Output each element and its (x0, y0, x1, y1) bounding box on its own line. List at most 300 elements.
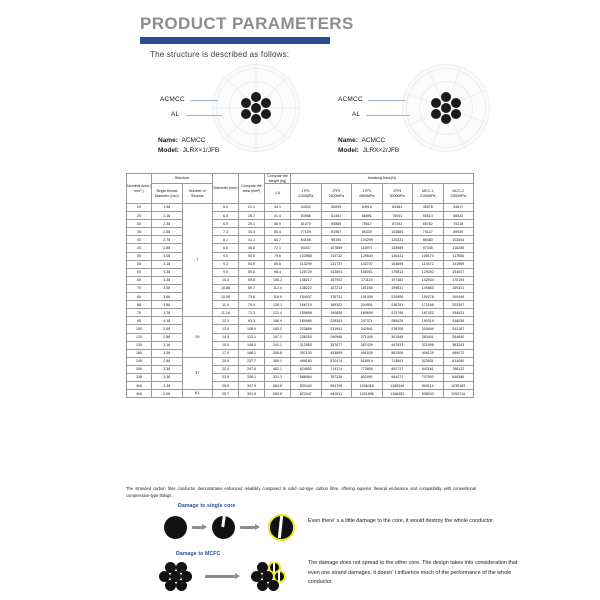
table-head (127, 174, 474, 204)
cell-single-thread-diameter: 3.38 (152, 382, 183, 390)
cell-breaking-force-2: 167213 (321, 284, 352, 292)
page-title: PRODUCT PARAMETERS (140, 14, 354, 33)
col-group-breaking-force: breaking force(N) (291, 174, 474, 184)
cell-nominal-area: 20 (127, 204, 152, 212)
col-diameter: Diameter (mm) (213, 174, 239, 204)
cell-breaking-force-2: 96190 (321, 236, 352, 244)
cell-diameter: 6.9 (213, 220, 239, 228)
force-col-strength: 2800MPa (359, 193, 375, 198)
table-row (127, 325, 474, 333)
cell-nominal-area: 300 (127, 365, 152, 373)
illustration-text-2: The damage does not spread to the other core. The design takes into consideration that even one strand damages, it doesn’ t influence much of the performance of the whole conductor. (308, 560, 518, 585)
table-row (127, 293, 474, 301)
col-group-structure: Structure (152, 174, 213, 184)
cell-compute-weight: 482.1 (265, 365, 291, 373)
cell-breaking-force-2: 61361 (321, 212, 352, 220)
force-col-name: JTP2 (332, 189, 341, 194)
strand-dot (165, 580, 176, 591)
cell-breaking-force-4: 1168453 (382, 390, 413, 398)
cell-compute-area: 69.8 (239, 276, 265, 284)
cell-compute-area: 397.9 (239, 382, 265, 390)
cell-breaking-force-4: 223795 (382, 309, 413, 317)
cell-breaking-force-3: 618914 (352, 357, 383, 365)
cell-breaking-force-1: 138217 (291, 276, 322, 284)
cell-diameter: 25.7 (213, 390, 239, 398)
cell-breaking-force-5: 167422 (413, 309, 444, 317)
page-header (0, 0, 600, 58)
cell-compute-area: 108.9 (239, 325, 265, 333)
cell-breaking-force-3: 773808 (352, 365, 383, 373)
cell-breaking-force-3: 89339 (352, 228, 383, 236)
cell-compute-weight: 41.4 (265, 212, 291, 220)
cell-breaking-force-6: 66532 (443, 212, 474, 220)
cell-breaking-force-5: 55514 (413, 212, 444, 220)
strand-dot (251, 92, 261, 102)
cell-breaking-force-2: 69869 (321, 220, 352, 228)
strand-dot (176, 580, 187, 591)
cell-compute-weight: 684.8 (265, 382, 291, 390)
cell-breaking-force-2: 110732 (321, 252, 352, 260)
cell-compute-weight: 79.6 (265, 252, 291, 260)
cell-breaking-force-2: 131737 (321, 260, 352, 268)
col-compute-weight-value: 1.6 (265, 184, 291, 204)
model-value: JLRX×1/JFB (182, 147, 220, 154)
cell-single-thread-diameter: 3.66 (152, 293, 183, 301)
cell-compute-area: 50.5 (239, 252, 265, 260)
cell-diameter: 11.18 (213, 309, 239, 317)
cell-diameter: 22.4 (213, 365, 239, 373)
cell-breaking-force-1: 189989 (291, 317, 322, 325)
cell-nominal-area: 30 (127, 220, 152, 228)
cell-breaking-force-5: 159278 (413, 293, 444, 301)
cell-diameter: 8.1 (213, 236, 239, 244)
cell-single-thread-diameter: 3.38 (152, 373, 183, 381)
table-row (127, 268, 474, 276)
cell-breaking-force-3: 1021896 (352, 390, 383, 398)
cell-breaking-force-4: 76911 (382, 212, 413, 220)
cell-diameter: 6.5 (213, 212, 239, 220)
illustration-text-1: Even there’ s a little damage to the core, it would destroy the whole conductor. (308, 518, 495, 524)
section-subtitle: The structure is described as follows: (150, 50, 290, 59)
cell-breaking-force-2: 50699 (321, 204, 352, 212)
cell-breaking-force-4: 134989 (382, 244, 413, 252)
cell-compute-area: 297.6 (239, 365, 265, 373)
model-value: JLRX×2/JFB (362, 147, 400, 154)
strand-dot (241, 109, 251, 119)
cell-breaking-force-5: 119472 (413, 260, 444, 268)
cell-compute-area: 34.4 (239, 228, 265, 236)
cell-nominal-area: 88 (127, 301, 152, 309)
table-row (127, 390, 474, 398)
cell-number-of-strands: 37 (182, 357, 213, 389)
illustration-caption-1: Damage to single core (178, 503, 236, 509)
cell-breaking-force-6: 248039 (443, 317, 474, 325)
table-body (127, 204, 474, 398)
callout-label-acmcc: ACMCC (160, 96, 185, 103)
col-force-jtp1 (291, 184, 322, 204)
model-key: Model: (158, 147, 179, 154)
strand-dot (441, 103, 451, 113)
cell-diameter: 7.3 (213, 228, 239, 236)
cell-compute-weight: 168.9 (265, 317, 291, 325)
strand-dot (241, 98, 251, 108)
cell-compute-area: 148.0 (239, 341, 265, 349)
strand-dot (261, 98, 271, 108)
cell-breaking-force-3: 1036416 (352, 382, 383, 390)
callout-label-acmcc: ACMCC (338, 96, 363, 103)
cell-compute-weight: 308.8 (265, 349, 291, 357)
cell-single-thread-diameter: 3.16 (152, 341, 183, 349)
cell-breaking-force-2: 107859 (321, 244, 352, 252)
cell-breaking-force-1: 84166 (291, 236, 322, 244)
cell-breaking-force-1: 159898 (291, 309, 322, 317)
cell-breaking-force-6: 170194 (443, 276, 474, 284)
cell-diameter: 12.3 (213, 317, 239, 325)
cell-breaking-force-4: 447833 (382, 341, 413, 349)
table-row (127, 212, 474, 220)
cell-compute-area: 45.8 (239, 244, 265, 252)
cell-nominal-area: 40 (127, 236, 152, 244)
cell-breaking-force-1: 688964 (291, 373, 322, 381)
cell-compute-weight: 197.1 (265, 333, 291, 341)
cell-breaking-force-4: 301549 (382, 333, 413, 341)
cell-diameter: 25.9 (213, 382, 239, 390)
cell-diameter: 10.4 (213, 276, 239, 284)
strand-dot (451, 109, 461, 119)
cell-breaking-force-5: 190319 (413, 317, 444, 325)
cell-breaking-force-5: 74137 (413, 228, 444, 236)
cell-breaking-force-1: 822047 (291, 390, 322, 398)
cell-breaking-force-1: 113299 (291, 260, 322, 268)
cell-breaking-force-2: 714174 (321, 365, 352, 373)
cell-breaking-force-4: 120331 (382, 236, 413, 244)
cell-breaking-force-2: 157902 (321, 276, 352, 284)
cell-breaking-force-3: 852991 (352, 373, 383, 381)
strand-dot (261, 109, 271, 119)
table-header-row-2 (127, 184, 474, 204)
cell-single-thread-diameter: 2.78 (152, 236, 183, 244)
table-row (127, 276, 474, 284)
table-row (127, 309, 474, 317)
cell-breaking-force-6: 118285 (443, 244, 474, 252)
table-header-row-1 (127, 174, 474, 184)
structure-diagram-2 (330, 62, 560, 170)
callout-leader-line (368, 100, 406, 101)
single-core-intact (164, 516, 187, 539)
cable-cross-section-wheel (212, 64, 300, 152)
cell-compute-weight: 34.1 (265, 204, 291, 212)
cell-breaking-force-2: 453895 (321, 349, 352, 357)
col-single-thread-diameter: Single thread Diameter (mm) (152, 184, 183, 204)
cell-compute-area: 73.6 (239, 293, 265, 301)
cell-breaking-force-1: 833440 (291, 382, 322, 390)
cell-breaking-force-1: 154937 (291, 293, 322, 301)
cell-breaking-force-5: 171168 (413, 301, 444, 309)
cell-nominal-area: 55 (127, 260, 152, 268)
cell-nominal-area: 25 (127, 212, 152, 220)
cell-nominal-area: 338 (127, 373, 152, 381)
cell-nominal-area: 130 (127, 341, 152, 349)
cell-breaking-force-4: 87292 (382, 220, 413, 228)
cell-diameter: 15.0 (213, 341, 239, 349)
cell-compute-weight: 128.1 (265, 301, 291, 309)
cell-compute-weight: 112.4 (265, 284, 291, 292)
cell-single-thread-diameter: 2.88 (152, 357, 183, 365)
cell-nominal-area: 65 (127, 276, 152, 284)
cell-breaking-force-1: 125729 (291, 268, 322, 276)
cell-breaking-force-3: 204901 (352, 301, 383, 309)
cell-compute-weight: 389.1 (265, 357, 291, 365)
name-key: Name: (158, 137, 178, 144)
table-row (127, 228, 474, 236)
cell-breaking-force-6: 154037 (443, 268, 474, 276)
cell-breaking-force-3: 129844 (352, 252, 383, 260)
cell-breaking-force-1: 223859 (291, 325, 322, 333)
cell-breaking-force-2: 787336 (321, 373, 352, 381)
cell-breaking-force-3: 66891 (352, 212, 383, 220)
cell-breaking-force-1: 53966 (291, 212, 322, 220)
crack-mark (278, 570, 280, 582)
cell-number-of-strands: 61 (182, 390, 213, 398)
cell-breaking-force-6: 614090 (443, 357, 474, 365)
conductor-strand-cluster (240, 92, 272, 124)
cell-diameter: 17.0 (213, 349, 239, 357)
name-value: ACMCC (181, 137, 206, 144)
cell-breaking-force-1: 148222 (291, 284, 322, 292)
cell-compute-area: 21.1 (239, 204, 265, 212)
cell-compute-weight: 118.9 (265, 293, 291, 301)
cell-compute-weight: 241.1 (265, 341, 291, 349)
force-col-name: MCC-1 (422, 189, 434, 194)
strand-dot (431, 109, 441, 119)
title-underline-bar (140, 37, 330, 44)
strand-dot (431, 98, 441, 108)
cable-cross-section-wheel (402, 64, 490, 152)
cell-nominal-area: 80 (127, 293, 152, 301)
col-force-jtp2 (321, 184, 352, 204)
force-col-strength: 3000MPa (389, 193, 405, 198)
table-row (127, 357, 474, 365)
cell-compute-area: 59.8 (239, 268, 265, 276)
cell-compute-weight: 655.8 (265, 390, 291, 398)
force-col-name: JTP4 (393, 189, 402, 194)
cell-breaking-force-5: 203949 (413, 325, 444, 333)
cell-breaking-force-6: 141969 (443, 260, 474, 268)
cell-single-thread-diameter: 2.66 (152, 390, 183, 398)
cell-breaking-force-6: 1000716 (443, 390, 474, 398)
cell-breaking-force-2: 81967 (321, 228, 352, 236)
table-row (127, 284, 474, 292)
cell-breaking-force-3: 185699 (352, 309, 383, 317)
cell-breaking-force-3: 155001 (352, 268, 383, 276)
col-force-mcc2 (443, 184, 474, 204)
cell-breaking-force-5: 809114 (413, 382, 444, 390)
cell-breaking-force-6: 190449 (443, 293, 474, 301)
cell-nominal-area: 50 (127, 252, 152, 260)
name-key: Name: (338, 137, 358, 144)
cell-breaking-force-2: 570474 (321, 357, 352, 365)
cell-breaking-force-5: 86480 (413, 236, 444, 244)
cell-nominal-area: 95 (127, 317, 152, 325)
cell-breaking-force-6: 489072 (443, 349, 474, 357)
cell-breaking-force-3: 104299 (352, 236, 383, 244)
cell-nominal-area: 240 (127, 357, 152, 365)
cell-breaking-force-2: 954709 (321, 382, 352, 390)
cell-breaking-force-3: 191409 (352, 293, 383, 301)
col-compute-weight: Compute the weight (kg) (265, 174, 291, 184)
cell-compute-area: 328.1 (239, 373, 265, 381)
cell-single-thread-diameter: 2.18 (152, 212, 183, 220)
cell-breaking-force-2: 357877 (321, 341, 352, 349)
cell-breaking-force-3: 142737 (352, 260, 383, 268)
force-col-strength: 2350MPa (450, 193, 466, 198)
cell-breaking-force-1: 624902 (291, 365, 322, 373)
cell-breaking-force-4: 892717 (382, 365, 413, 373)
cell-compute-area: 29.1 (239, 220, 265, 228)
cell-breaking-force-3: 181166 (352, 284, 383, 292)
cell-breaking-force-6: 383243 (443, 341, 474, 349)
cell-diameter: 23.5 (213, 373, 239, 381)
cell-breaking-force-6: 768122 (443, 365, 474, 373)
cell-diameter: 8.6 (213, 244, 239, 252)
cell-breaking-force-2: 231941 (321, 325, 352, 333)
cell-nominal-area: 165 (127, 349, 152, 357)
force-col-strength: 2150MPa (420, 193, 436, 198)
cell-nominal-area: 60 (127, 268, 152, 276)
cell-diameter: 20.9 (213, 357, 239, 365)
cell-diameter: 9.3 (213, 260, 239, 268)
cell-compute-weight: 121.4 (265, 309, 291, 317)
force-col-name: JTP1 (301, 189, 310, 194)
cell-breaking-force-2: 176731 (321, 293, 352, 301)
cell-breaking-force-4: 285429 (382, 317, 413, 325)
cell-breaking-force-4: 164699 (382, 260, 413, 268)
cell-compute-weight: 106.2 (265, 276, 291, 284)
cell-single-thread-diameter: 1.98 (152, 204, 183, 212)
cell-breaking-force-6: 102644 (443, 236, 474, 244)
strand-dot (268, 580, 279, 591)
cell-single-thread-diameter: 3.38 (152, 268, 183, 276)
callout-leader-line (186, 115, 222, 116)
cell-breaking-force-3: 247371 (352, 317, 383, 325)
cell-breaking-force-1: 44333 (291, 204, 322, 212)
cell-single-thread-diameter: 2.88 (152, 244, 183, 252)
col-number-of-strands: Number of Strands (182, 184, 213, 204)
cell-diameter: 14.3 (213, 333, 239, 341)
cell-breaking-force-2: 143891 (321, 268, 352, 276)
cell-single-thread-diameter: 3.18 (152, 260, 183, 268)
cell-nominal-area: 400 (127, 382, 152, 390)
cell-breaking-force-5: 321906 (413, 341, 444, 349)
cell-breaking-force-3: 271449 (352, 333, 383, 341)
cell-breaking-force-1: 312953 (291, 341, 322, 349)
product-parameters-table-wrapper (126, 173, 474, 398)
cell-compute-area: 93.3 (239, 317, 265, 325)
cell-breaking-force-6: 89939 (443, 228, 474, 236)
product-parameters-table (126, 173, 474, 398)
arrow-icon (240, 524, 262, 530)
table-row (127, 236, 474, 244)
cell-number-of-strands: 7 (182, 204, 213, 317)
cell-breaking-force-5: 263401 (413, 333, 444, 341)
cell-breaking-force-4: 146441 (382, 252, 413, 260)
cell-compute-area: 73.3 (239, 309, 265, 317)
cell-breaking-force-6: 264840 (443, 333, 474, 341)
cell-breaking-force-2: 290966 (321, 333, 352, 341)
cell-breaking-force-5: 838942 (413, 390, 444, 398)
table-row (127, 349, 474, 357)
cell-single-thread-diameter: 3.88 (152, 301, 183, 309)
force-col-name: MCC-2 (452, 189, 464, 194)
cell-breaking-force-1: 94437 (291, 244, 322, 252)
cell-single-thread-diameter: 3.48 (152, 276, 183, 284)
cell-compute-weight: 98.4 (265, 268, 291, 276)
cell-breaking-force-1: 61075 (291, 220, 322, 228)
cell-breaking-force-4: 220959 (382, 293, 413, 301)
col-compute-area: Compute the area (mm²) (239, 174, 265, 204)
cell-compute-weight: 531.3 (265, 373, 291, 381)
cell-diameter: 13.0 (213, 325, 239, 333)
cell-diameter: 9.9 (213, 268, 239, 276)
table-row (127, 341, 474, 349)
table-row (127, 204, 474, 212)
strand-dot (251, 103, 261, 113)
cell-breaking-force-1: 397100 (291, 349, 322, 357)
cell-single-thread-diameter: 2.68 (152, 325, 183, 333)
cell-breaking-force-1: 489183 (291, 357, 322, 365)
cell-diameter: 11.4 (213, 301, 239, 309)
cell-breaking-force-1: 103988 (291, 252, 322, 260)
cell-breaking-force-3: 387439 (352, 341, 383, 349)
table-row (127, 382, 474, 390)
cell-breaking-force-5: 707903 (413, 373, 444, 381)
cell-breaking-force-5: 409129 (413, 349, 444, 357)
cell-breaking-force-2: 228343 (321, 317, 352, 325)
diagram-caption-2 (338, 136, 399, 156)
table-row (127, 317, 474, 325)
table-row (127, 252, 474, 260)
cell-nominal-area: 400 (127, 390, 152, 398)
cell-compute-area: 79.4 (239, 301, 265, 309)
cell-breaking-force-2: 190836 (321, 309, 352, 317)
cell-compute-area: 54.9 (239, 260, 265, 268)
cell-breaking-force-6: 848386 (443, 373, 474, 381)
cell-single-thread-diameter: 4.18 (152, 317, 183, 325)
model-key: Model: (338, 147, 359, 154)
cell-breaking-force-6: 203397 (443, 301, 474, 309)
table-row (127, 244, 474, 252)
table-row (127, 220, 474, 228)
table-row (127, 260, 474, 268)
cell-breaking-force-6: 117656 (443, 252, 474, 260)
col-force-jtp4 (382, 184, 413, 204)
cell-breaking-force-3: 491539 (352, 349, 383, 357)
cell-single-thread-diameter: 3.08 (152, 252, 183, 260)
cell-breaking-force-6: 169321 (443, 284, 474, 292)
cell-nominal-area: 70 (127, 284, 152, 292)
cell-breaking-force-1: 236253 (291, 333, 322, 341)
cell-breaking-force-5: 129392 (413, 268, 444, 276)
cell-breaking-force-5: 149863 (413, 284, 444, 292)
cell-breaking-force-5: 45578 (413, 204, 444, 212)
callout-label-al: AL (171, 111, 180, 118)
cell-breaking-force-5: 65762 (413, 220, 444, 228)
table-row (127, 373, 474, 381)
cell-single-thread-diameter: 2.38 (152, 220, 183, 228)
strand-dot (441, 114, 451, 124)
cell-compute-weight: 64.7 (265, 236, 291, 244)
cell-compute-area: 41.1 (239, 236, 265, 244)
